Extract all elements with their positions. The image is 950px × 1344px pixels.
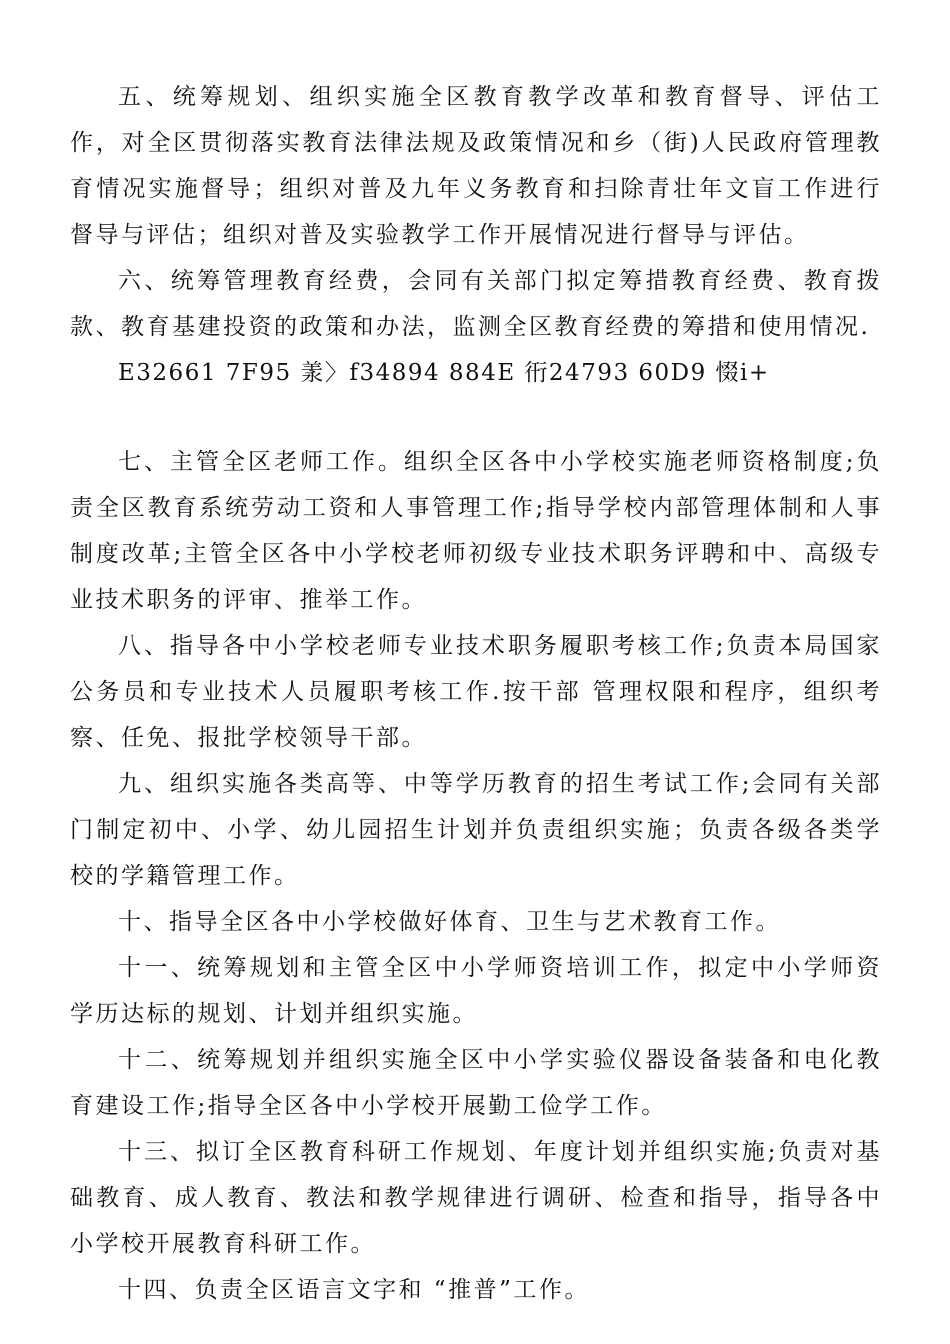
encoded-text-line: E32661 7F95 羕〉f34894 884E 衎24793 60D9 惙i+ [118,360,770,386]
paragraph-14: 十四、负责全区语言文字和 “推普”工作。 [118,1277,590,1303]
paragraph-5: 五、统筹规划、组织实施全区教育教学改革和教育督导、评估工作，对全区贯彻落实教育法律法规及政策情况和乡（街)人民政府管理教育情况实施督导；组织对普及九年义务教育和扫除青壮年文盲工作进行督导与评估；组织对普及实验教学工作开展情况进行督导与评估。 [70,84,882,248]
paragraph-6: 六、统筹管理教育经费，会同有关部门拟定筹措教育经费、教育拨款、教育基建投资的政策和办法，监测全区教育经费的筹措和使用情况. [70,268,882,340]
paragraph-11: 十一、统筹规划和主管全区中小学师资培训工作，拟定中小学师资学历达标的规划、计划并组织实施。 [70,955,882,1027]
document-page [70,74,882,1313]
paragraph-9: 九、组织实施各类高等、中等学历教育的招生考试工作;会同有关部门制定初中、小学、幼儿园招生计划并负责组织实施；负责各级各类学校的学籍管理工作。 [70,771,882,889]
paragraph-12: 十二、统筹规划并组织实施全区中小学实验仪器设备装备和电化教育建设工作;指导全区各中小学校开展勤工俭学工作。 [70,1047,882,1119]
paragraph-13: 十三、拟订全区教育科研工作规划、年度计划并组织实施;负责对基础教育、成人教育、教法和教学规律进行调研、检查和指导，指导各中小学校开展教育科研工作。 [70,1139,882,1257]
blank-spacer [70,396,882,439]
paragraph-7: 七、主管全区老师工作。组织全区各中小学校实施老师资格制度;负责全区教育系统劳动工资和人事管理工作;指导学校内部管理体制和人事制度改革;主管全区各中小学校老师初级专业技术职务评聘和中、高级专业技术职务的评审、推举工作。 [70,449,882,613]
paragraph-10: 十、指导全区各中小学校做好体育、卫生与艺术教育工作。 [118,909,781,935]
paragraph-8: 八、指导各中小学校老师专业技术职务履职考核工作;负责本局国家公务员和专业技术人员履职考核工作.按干部 管理权限和程序，组织考察、任免、报批学校领导干部。 [70,633,882,751]
